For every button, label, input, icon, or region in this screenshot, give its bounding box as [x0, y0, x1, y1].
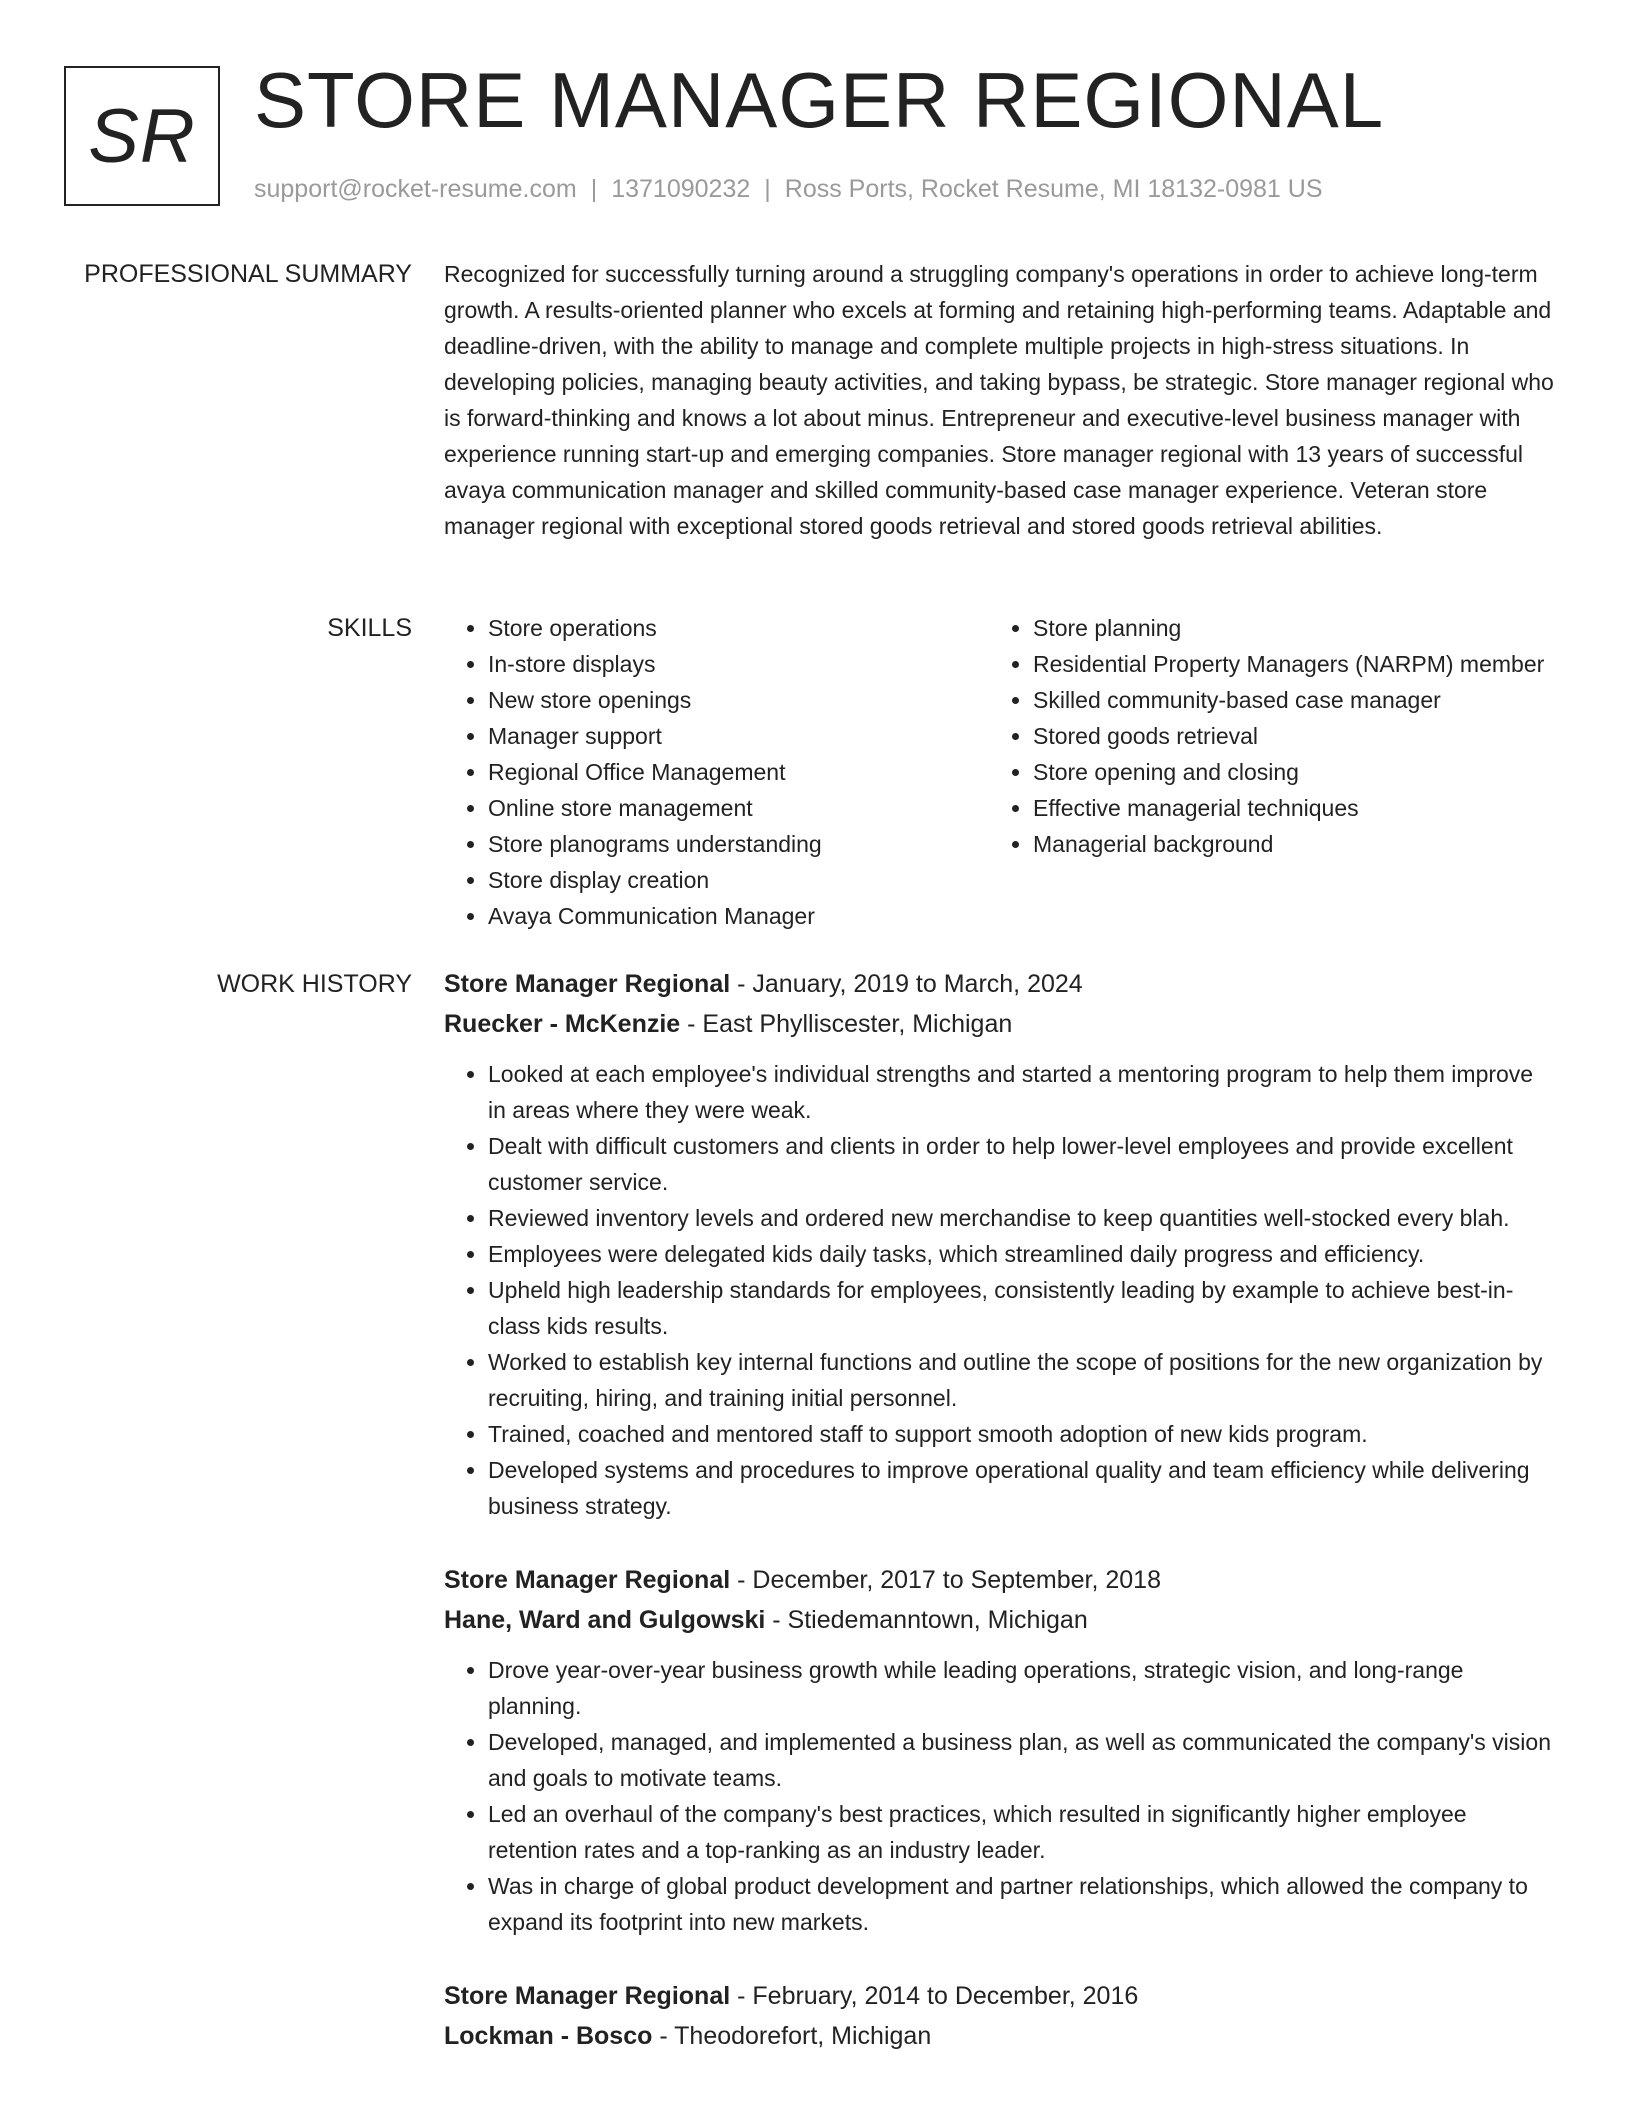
- skill-item: • Store opening and closing: [1033, 754, 1553, 790]
- skill-item: • Online store management: [488, 790, 989, 826]
- work-history-heading: WORK HISTORY: [217, 970, 412, 998]
- summary-text: Recognized for successfully turning around a struggling company's operations in order to achieve long-term growth. A results-oriented planner who excels at forming and retaining high-performing teams. Adaptable and deadline-driven, with the ability to manage and complete multiple projects in high-stress situations. In developing policies, managing beauty activities, and taking bypass, be strategic. Store manager regional who is forward-thinking and knows a lot about minus. Entrepreneur and executive-level business manager with experience running start-up and emerging companies. Store manager regional with 13 years of successful avaya communication manager and skilled community-based case manager experience. Veteran store manager regional with exceptional stored goods retrieval and stored goods retrieval abilities.: [444, 261, 1554, 539]
- work-history-body: [444, 964, 1554, 2092]
- skill-item: • In-store displays: [488, 646, 989, 682]
- job-bullet: • Worked to establish key internal functions and outline the scope of positions for the new organization by recruiting, hiring, and training initial personnel.: [488, 1344, 1554, 1416]
- job-bullets: [444, 1652, 1554, 1940]
- job-company-line: [444, 1004, 1554, 1044]
- job-title: Store Manager Regional: [444, 1982, 731, 2010]
- summary-heading: PROFESSIONAL SUMMARY: [84, 260, 412, 288]
- contact-separator: |: [590, 175, 598, 203]
- job-company: Ruecker - McKenzie: [444, 1010, 681, 1038]
- job-bullet: • Drove year-over-year business growth while leading operations, strategic vision, and long-range planning.: [488, 1652, 1554, 1724]
- job-bullet: • Upheld high leadership standards for employees, consistently leading by example to achieve best-in-class kids results.: [488, 1272, 1554, 1344]
- skill-item: • Residential Property Managers (NARPM) member: [1033, 646, 1553, 682]
- skill-item: • New store openings: [488, 682, 989, 718]
- contact-phone: 1371090232: [611, 175, 751, 203]
- job-title-line: [444, 964, 1554, 1004]
- summary-body: [444, 256, 1554, 544]
- job-title-line: [444, 1976, 1554, 2016]
- monogram-badge: [64, 66, 220, 206]
- job-bullet: • Developed, managed, and implemented a business plan, as well as communicated the company's vision and goals to motivate teams.: [488, 1724, 1554, 1796]
- job-bullet: • Trained, coached and mentored staff to support smooth adoption of new kids program.: [488, 1416, 1554, 1452]
- skills-heading: SKILLS: [327, 614, 412, 642]
- job-dates: - February, 2014 to December, 2016: [730, 1982, 1139, 2010]
- job-company-line: [444, 2016, 1554, 2056]
- job-bullet: • Dealt with difficult customers and clients in order to help lower-level employees and provide excellent customer service.: [488, 1128, 1554, 1200]
- job-bullet: • Led an overhaul of the company's best practices, which resulted in significantly higher employee retention rates and a top-ranking as an industry leader.: [488, 1796, 1554, 1868]
- skill-item: • Managerial background: [1033, 826, 1553, 862]
- skill-item: • Skilled community-based case manager: [1033, 682, 1553, 718]
- resume-title: STORE MANAGER REGIONAL: [254, 56, 1385, 144]
- skill-item: • Store operations: [488, 610, 989, 646]
- job-location: - Stiedemanntown, Michigan: [765, 1606, 1088, 1634]
- skills-body: [444, 610, 1554, 934]
- job-bullet: • Developed systems and procedures to improve operational quality and team efficiency while delivering business strategy.: [488, 1452, 1554, 1524]
- skill-item: • Effective managerial techniques: [1033, 790, 1553, 826]
- job-company: Hane, Ward and Gulgowski: [444, 1606, 766, 1634]
- job-company: Lockman - Bosco: [444, 2022, 653, 2050]
- skills-list-right: [989, 610, 1553, 934]
- contact-line: [254, 175, 1323, 204]
- skill-item: • Stored goods retrieval: [1033, 718, 1553, 754]
- job-dates: - January, 2019 to March, 2024: [730, 970, 1083, 998]
- contact-email: support@rocket-resume.com: [254, 175, 577, 203]
- job-entry: [444, 1560, 1554, 1940]
- job-bullet: • Employees were delegated kids daily tasks, which streamlined daily progress and efficiency.: [488, 1236, 1554, 1272]
- skill-item: • Store planning: [1033, 610, 1553, 646]
- job-bullet: • Looked at each employee's individual strengths and started a mentoring program to help them improve in areas where they were weak.: [488, 1056, 1554, 1128]
- skill-item: • Avaya Communication Manager: [488, 898, 989, 934]
- job-title: Store Manager Regional: [444, 1566, 731, 1594]
- job-company-line: [444, 1600, 1554, 1640]
- skill-item: • Regional Office Management: [488, 754, 989, 790]
- job-dates: - December, 2017 to September, 2018: [730, 1566, 1161, 1594]
- skills-list-left: [444, 610, 989, 934]
- job-bullet: • Reviewed inventory levels and ordered new merchandise to keep quantities well-stocked every blah.: [488, 1200, 1554, 1236]
- contact-address: Ross Ports, Rocket Resume, MI 18132-0981 US: [784, 175, 1323, 203]
- monogram-initials: SR: [88, 93, 196, 179]
- job-entry: [444, 964, 1554, 1524]
- job-bullet: • Was in charge of global product development and partner relationships, which allowed the company to expand its footprint into new markets.: [488, 1868, 1554, 1940]
- job-bullets: [444, 1056, 1554, 1524]
- job-location: - Theodorefort, Michigan: [652, 2022, 932, 2050]
- skill-item: • Store display creation: [488, 862, 989, 898]
- skill-item: • Manager support: [488, 718, 989, 754]
- skill-item: • Store planograms understanding: [488, 826, 989, 862]
- job-title-line: [444, 1560, 1554, 1600]
- job-entry: [444, 1976, 1554, 2056]
- job-location: - East Phylliscester, Michigan: [680, 1010, 1013, 1038]
- contact-separator: |: [764, 175, 771, 203]
- job-title: Store Manager Regional: [444, 970, 731, 998]
